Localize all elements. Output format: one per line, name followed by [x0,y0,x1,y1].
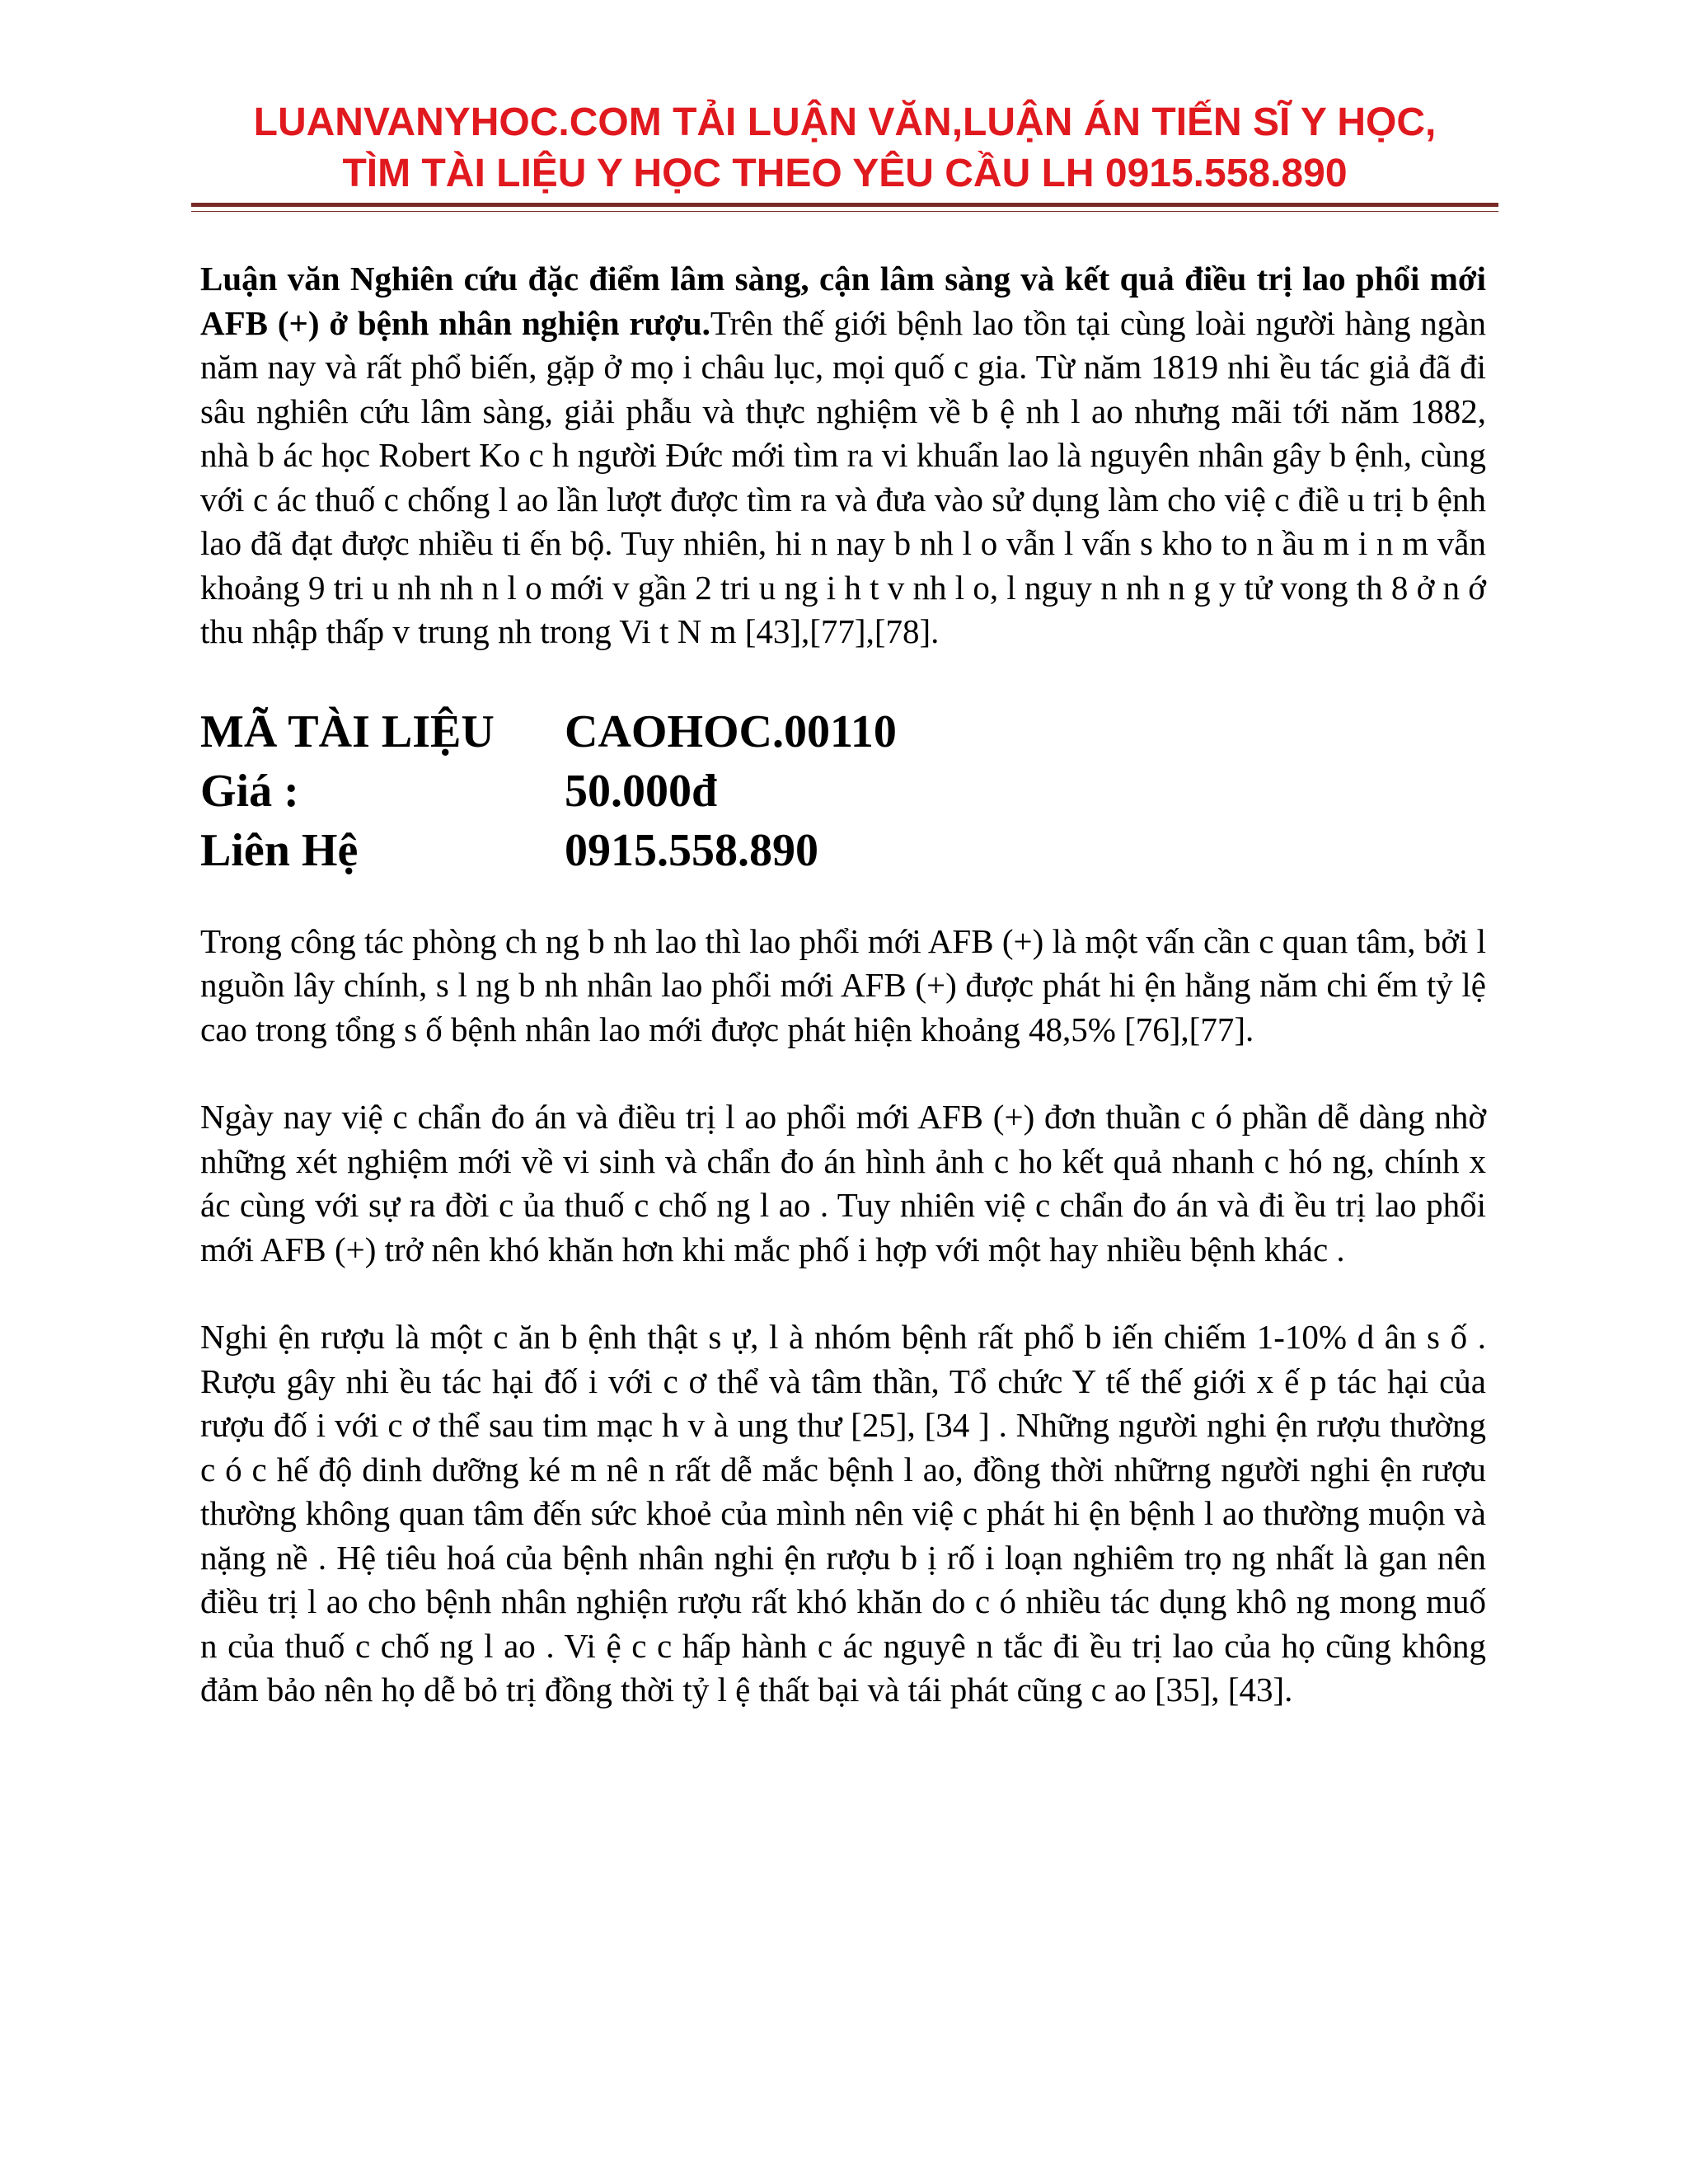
site-header [190,97,1500,199]
price-value: 50.000đ [565,765,718,817]
contact-value: 0915.558.890 [565,824,818,876]
document-meta [200,702,1486,880]
price-label: Giá : [200,765,299,817]
intro-paragraph [200,257,1486,654]
header-line-1: LUANVANYHOC.COM TẢI LUẬN VĂN,LUẬN ÁN TIẾN SĨ Y HỌC, [253,101,1437,144]
intro-text: Trên thế giới bệnh lao tồn tại cùng loài người hàng ngàn năm nay và rất phổ biến, gặp ở mọ i châu lục, mọi quố c gia. Từ năm 1819 nhi ều tác giả đã đi sâu nghiên cứu lâm sàng, giải phẫu và thực nghiệm về b ệ nh l ao nhưng mãi tới năm 1882, nhà b ác học Robert Ko c h người Đức mới tìm ra vi khuẩn lao là nguyên nhân gây b ệnh, cùng với c ác thuố c chống l ao lần lượt được tìm ra và đưa vào sử dụng làm cho việ c điề u trị b ệnh lao đã đạt được nhiều ti ến bộ. Tuy nhiên, hi n nay b nh l o vẫn l vấn s kho to n ầu m i n m vẫn khoảng 9 tri u nh nh n l o mới v gần 2 tri u ng i h t v nh l o, l nguy n nh n g y tử vong th 8 ở n ớ thu nhập thấp v trung nh trong Vi t N m [43],[77],[78]. [200,303,1487,650]
contact-label: Liên Hệ [200,824,359,876]
body-paragraph-3: Nghi ện rượu là một c ăn b ệnh thật s ự, l à nhóm bệnh rất phổ b iến chiếm 1-10% d ân s ố . Rượu gây nhi ều tác hại đố i với c ơ thể và tâm thần, Tổ chức Y tế thế giới x ế p tác hại của rượu đố i với c ơ thể sau tim mạc h v à ung thư [25], [34 ] . Những người nghi ện rượu thường c ó c hế độ dinh dưỡng ké m nê n rất dễ mắc bệnh l ao, đồng thời nhữrng người nghi ện rượu thường không quan tâm đến sức khoẻ của mình nên việ c phát hi ện bệnh l ao thường muộn và nặng nề . Hệ tiêu hoá của bệnh nhân nghi ện rượu b ị rố i loạn nghiêm trọ ng nhất là gan nên điều trị l ao cho bệnh nhân nghiện rượu rất khó khăn do c ó nhiều tác dụng khô ng mong muố n của thuố c chố ng l ao . Vi ệ c c hấp hành c ác nguyê n tắc đi ều trị lao của họ cũng không đảm bảo nên họ dễ bỏ trị đồng thời tỷ l ệ thất bại và tái phát cũng c ao [35], [43]. [200,1318,1486,1708]
header-divider-thin [191,211,1498,212]
code-label: MÃ TÀI LIỆU [200,705,495,757]
document-body [200,257,1486,1756]
body-paragraph-2: Ngày nay việ c chẩn đo án và điều trị l ao phổi mới AFB (+) đơn thuần c ó phần dễ dàng nhờ những xét nghiệm mới về vi sinh và chẩn đo án hình ảnh c ho kết quả nhanh c hó ng, chính x ác cùng với sự ra đời c ủa thuố c chố ng l ao . Tuy nhiên việ c chẩn đo án và đi ều trị lao phổi mới AFB (+) trở nên khó khăn hơn khi mắc phố i hợp với một hay nhiều bệnh khác . [200,1098,1486,1268]
meta-row-contact [200,821,1486,880]
meta-row-code [200,702,1486,762]
meta-row-price [200,762,1486,821]
header-divider [191,203,1498,207]
header-line-2: TÌM TÀI LIỆU Y HỌC THEO YÊU CẦU LH 0915.558.890 [342,152,1348,195]
code-value: CAOHOC.00110 [565,705,897,757]
document-title: Luận văn Nghiên cứu đặc điểm lâm sàng, cận lâm sàng và kết quả điều trị lao phổi mới AFB (+) ở bệnh nhân nghiện rượu. [200,260,1486,342]
body-paragraph-1: Trong công tác phòng ch ng b nh lao thì lao phổi mới AFB (+) là một vấn cần c quan tâm, bởi l nguồn lây chính, s l ng b nh nhân lao phổi mới AFB (+) được phát hi ện hằng năm chi ếm tỷ lệ cao trong tổng s ố bệnh nhân lao mới được phát hiện khoảng 48,5% [76],[77]. [200,921,1486,1048]
